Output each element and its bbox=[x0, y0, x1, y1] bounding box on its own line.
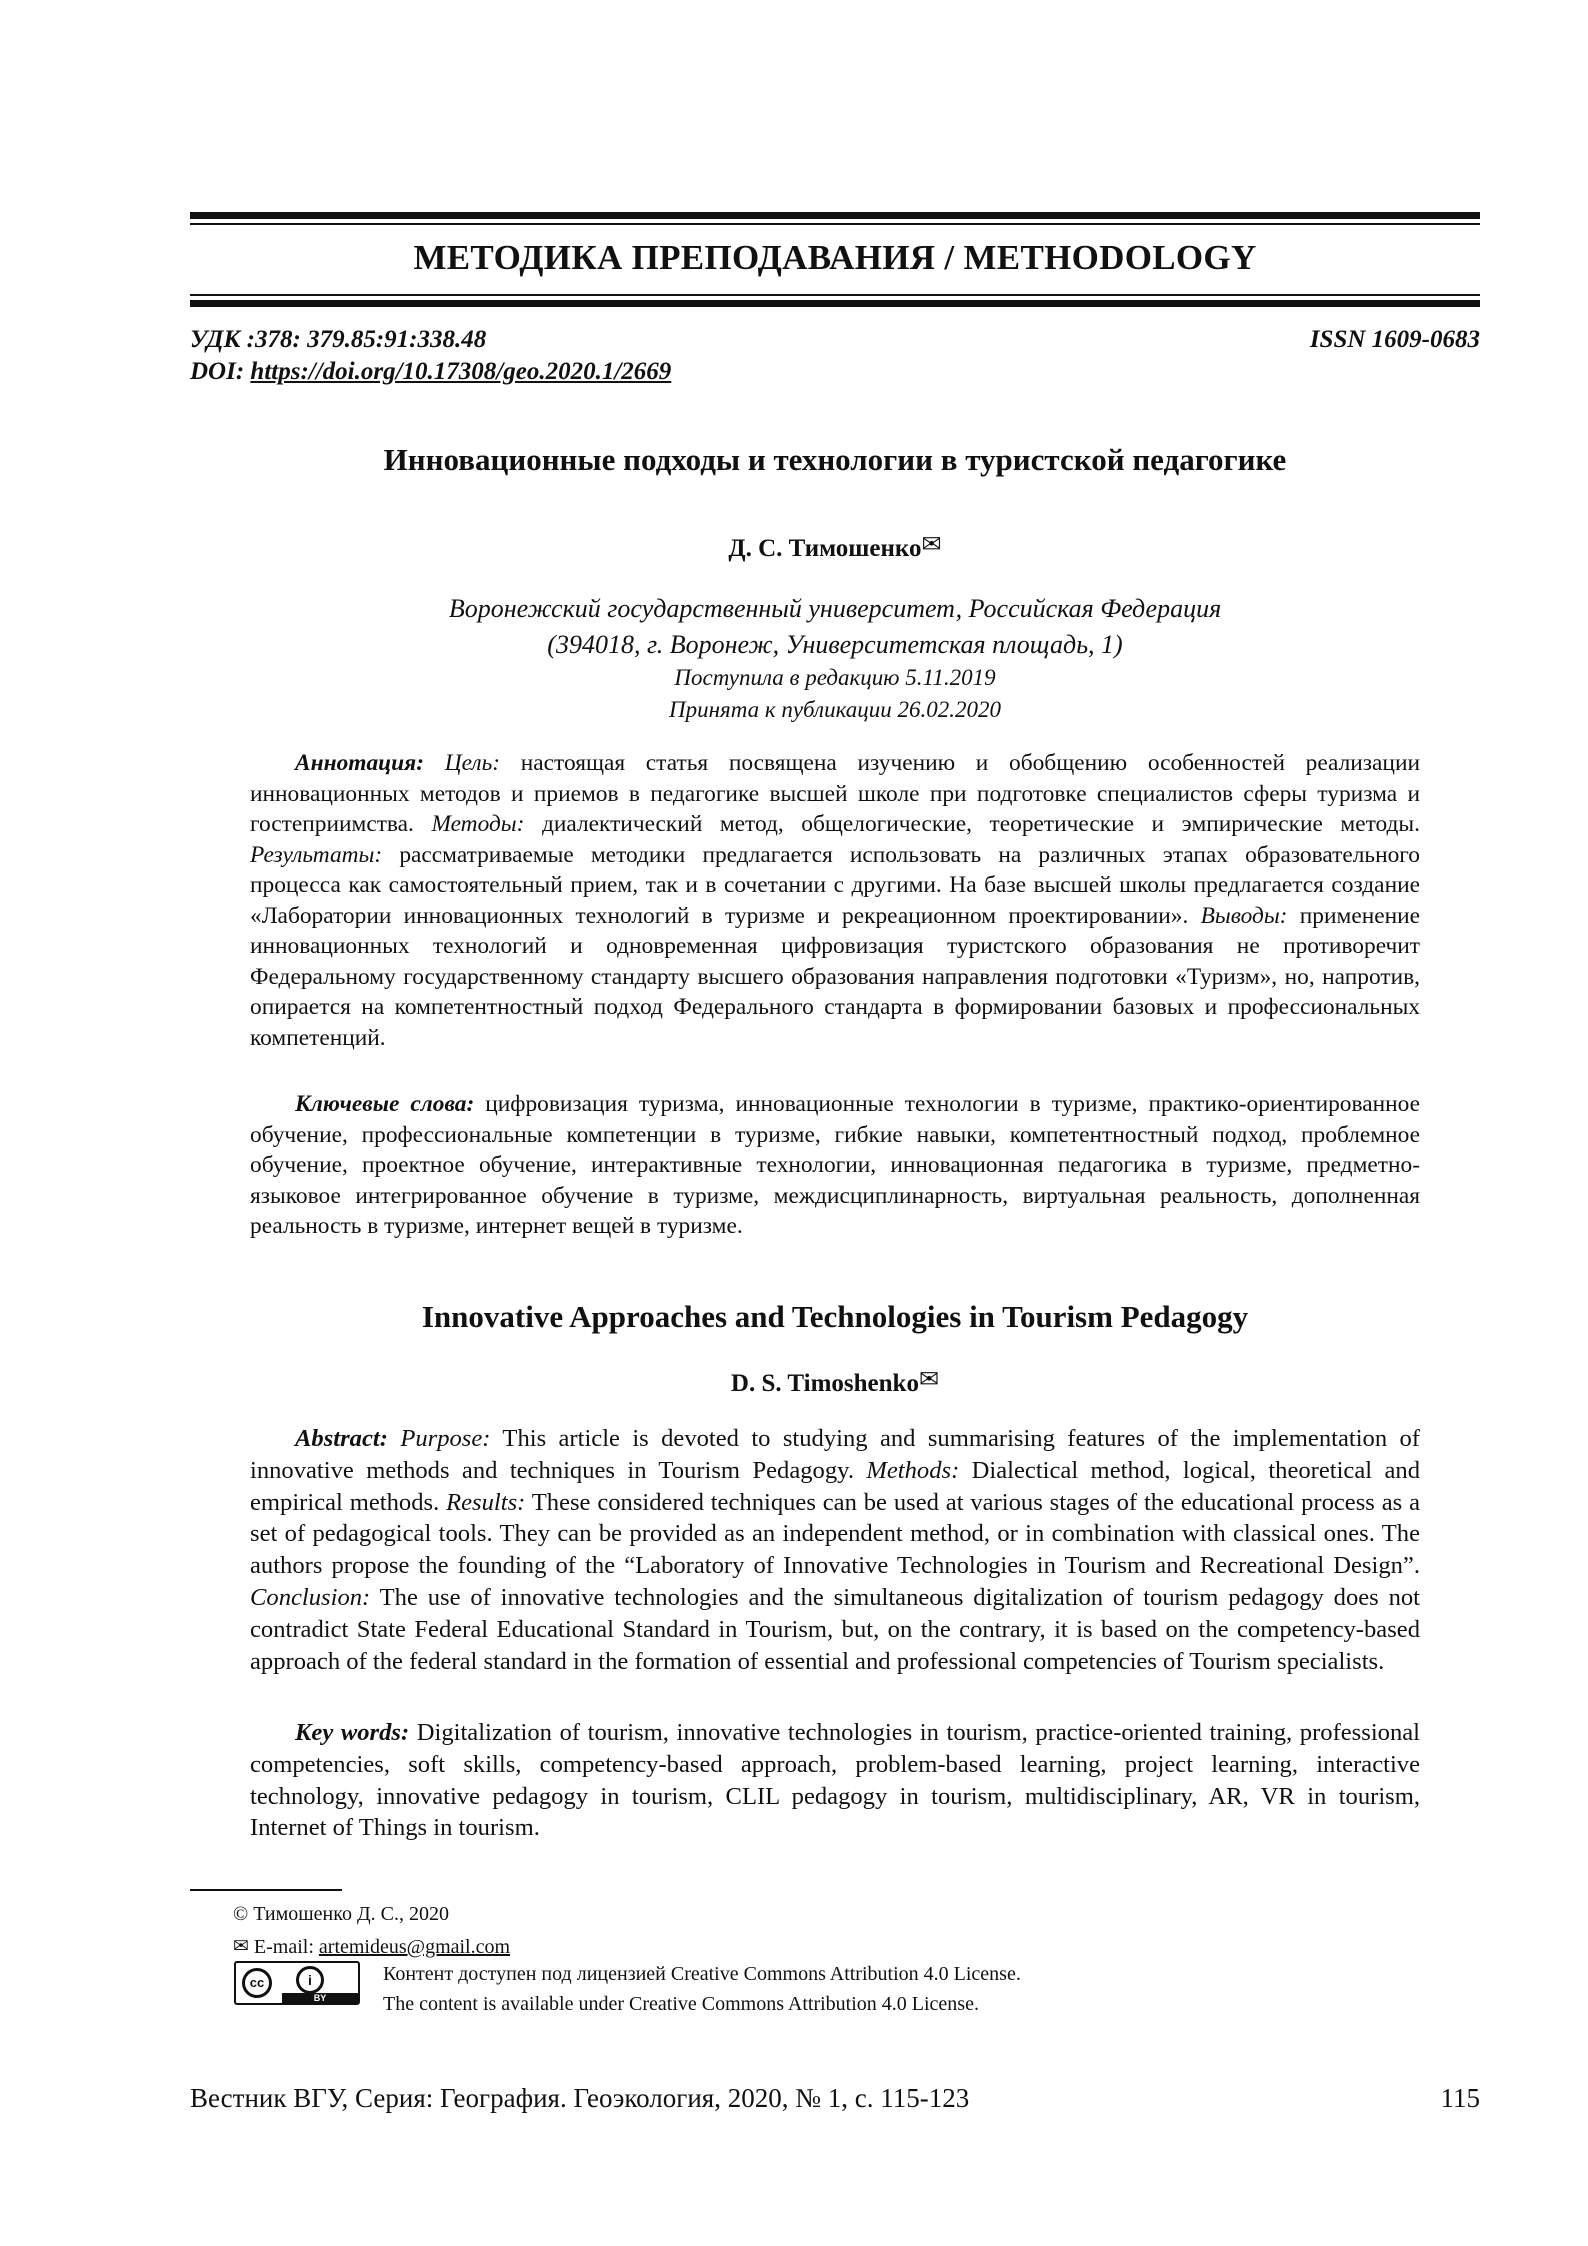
abstract-en bbox=[250, 1423, 1420, 1677]
author-name-ru: Д. С. Тимошенко bbox=[728, 535, 922, 562]
article-title-ru: Инновационные подходы и технологии в туристской педагогике bbox=[383, 442, 1287, 477]
author-ru bbox=[190, 530, 1480, 563]
doi bbox=[190, 358, 671, 386]
article-title-en: Innovative Approaches and Technologies in Tourism Pedagogy bbox=[421, 1299, 1249, 1334]
license-en: The content is available under Creative Commons Attribution 4.0 License. bbox=[383, 1993, 979, 2015]
footnote-email bbox=[233, 1935, 510, 1959]
header-rule-thick bbox=[190, 212, 1480, 219]
results-label-ru: Результаты: bbox=[250, 841, 383, 868]
purpose-label-en: Purpose: bbox=[400, 1425, 491, 1452]
envelope-icon: ✉ bbox=[233, 1936, 249, 1957]
license-ru: Контент доступен под лицензией Creative Commons Attribution 4.0 License. bbox=[383, 1963, 1021, 1985]
author-name-en: D. S. Timoshenko bbox=[730, 1370, 919, 1397]
results-label-en: Results: bbox=[446, 1488, 526, 1516]
doi-link[interactable]: https://doi.org/10.17308/geo.2020.1/2669 bbox=[250, 358, 672, 385]
conclusion-label-en: Conclusion: bbox=[250, 1583, 371, 1611]
accepted-date: Принята к публикации 26.02.2020 bbox=[668, 697, 1002, 722]
section-rule-thin bbox=[190, 294, 1480, 296]
envelope-icon: ✉ bbox=[921, 532, 942, 558]
conclusion-text-en: The use of innovative technologies and the simultaneous digitalization of tourism pedagogy does not contradict State Federal Educational Standard in Tourism, but, on the contrary, it is based on the competency-based approach of the federal standard in the formation of essential and professional competencies of Tourism specialists. bbox=[250, 1583, 1420, 1675]
results-text-en: These considered techniques can be used at various stages of the educational process as a set of pedagogical tools. They can be provided as an independent method, or in combination with classical ones. The authors propose the founding of the “Laboratory of Innovative Technologies in Tourism and Recreational Design”. bbox=[250, 1488, 1420, 1580]
page-number: 115 bbox=[1440, 2083, 1480, 2113]
affiliation-line-2: (394018, г. Воронеж, Университетская площадь, 1) bbox=[547, 630, 1123, 659]
header-rule-thin bbox=[190, 223, 1480, 225]
keywords-label-en: Key words: bbox=[295, 1719, 410, 1746]
cc-icon: cc bbox=[242, 1968, 272, 1998]
section-title: МЕТОДИКА ПРЕПОДАВАНИЯ / METHODOLOGY bbox=[413, 238, 1257, 277]
methods-text-en: Dialectical method, logical, theoretical and empirical methods. bbox=[250, 1456, 1420, 1516]
keywords-text-ru: цифровизация туризма, инновационные технологии в туризме, практико-ориентированное обучение, профессиональные компетенции в туризме, гибкие навыки, компетентностный подход, проблемное обучение, проектное обучение, интерактивные технологии, инновационная педагогика в туризме, предметно-языковое интегрированное обучение в туризме, междисциплинарность, виртуальная реальность, дополненная реальность в туризме, интернет вещей в туризме. bbox=[250, 1091, 1420, 1239]
email-label: E-mail: bbox=[253, 1936, 314, 1958]
cc-by-badge[interactable] bbox=[234, 1961, 360, 2005]
keywords-en bbox=[250, 1717, 1420, 1844]
author-en bbox=[190, 1365, 1480, 1398]
copyright: © Тимошенко Д. С., 2020 bbox=[233, 1903, 449, 1925]
keywords-ru bbox=[250, 1089, 1420, 1242]
section-rule-thick bbox=[190, 300, 1480, 307]
doi-label: DOI: bbox=[190, 358, 245, 385]
email-link[interactable]: artemideus@gmail.com bbox=[318, 1936, 511, 1958]
results-text-ru: рассматриваемые методики предлагается использовать на различных этапах образовательного процесса как самостоятельный прием, так и в сочетании с другими. На базе высшей школы предлагается создание «Лаборатории инновационных технологий в туризме и рекреационном проектировании». bbox=[250, 841, 1420, 929]
journal-citation: Вестник ВГУ, Серия: География. Геоэкология, 2020, № 1, с. 115-123 bbox=[190, 2083, 970, 2113]
envelope-icon: ✉ bbox=[918, 1367, 940, 1393]
purpose-text-ru: настоящая статья посвящена изучению и обобщению особенностей реализации инновационных методов и приемов в педагогике высшей школе при подготовке специалистов сферы туризма и гостеприимства. bbox=[250, 750, 1420, 837]
attribution-icon: i bbox=[296, 1966, 324, 1994]
keywords-text-en: Digitalization of tourism, innovative technologies in tourism, practice-oriented training, professional competencies, soft skills, competency-based approach, problem-based learning, project learning, interactive technology, innovative pedagogy in tourism, CLIL pedagogy in tourism, multidisciplinary, AR, VR in tourism, Internet of Things in tourism. bbox=[250, 1719, 1420, 1842]
cc-by-label: BY bbox=[282, 1993, 358, 2003]
abstract-label-en: Abstract: bbox=[295, 1425, 388, 1452]
conclusions-label-ru: Выводы: bbox=[1200, 902, 1288, 929]
methods-label-en: Methods: bbox=[866, 1456, 960, 1484]
keywords-label-ru: Ключевые слова: bbox=[295, 1091, 475, 1117]
purpose-text-en: This article is devoted to studying and summarising features of the implementation of innovative methods and techniques in Tourism Pedagogy. bbox=[250, 1425, 1420, 1484]
methods-text-ru: диалектический метод, общелогические, теоретические и эмпирические методы. bbox=[541, 811, 1420, 837]
footnote-rule bbox=[190, 1889, 342, 1891]
issn: ISSN 1609-0683 bbox=[1309, 326, 1480, 353]
affiliation-line-1: Воронежский государственный университет, Российская Федерация bbox=[448, 594, 1222, 623]
udk: УДК :378: 379.85:91:338.48 bbox=[190, 326, 487, 353]
purpose-label-ru: Цель: bbox=[444, 750, 501, 776]
methods-label-ru: Методы: bbox=[431, 811, 525, 837]
received-date: Поступила в редакцию 5.11.2019 bbox=[674, 665, 996, 690]
abstract-label-ru: Аннотация: bbox=[295, 750, 425, 776]
conclusions-text-ru: применение инновационных технологий и одновременная цифровизация туристского образования не противоречит Федеральному государственному стандарту высшего образования направления подготовки «Туризм», но, напротив, опирается на компетентностный подход Федерального стандарта в формировании базовых и профессиональных компетенций. bbox=[250, 902, 1421, 1051]
abstract-ru bbox=[250, 748, 1420, 1053]
